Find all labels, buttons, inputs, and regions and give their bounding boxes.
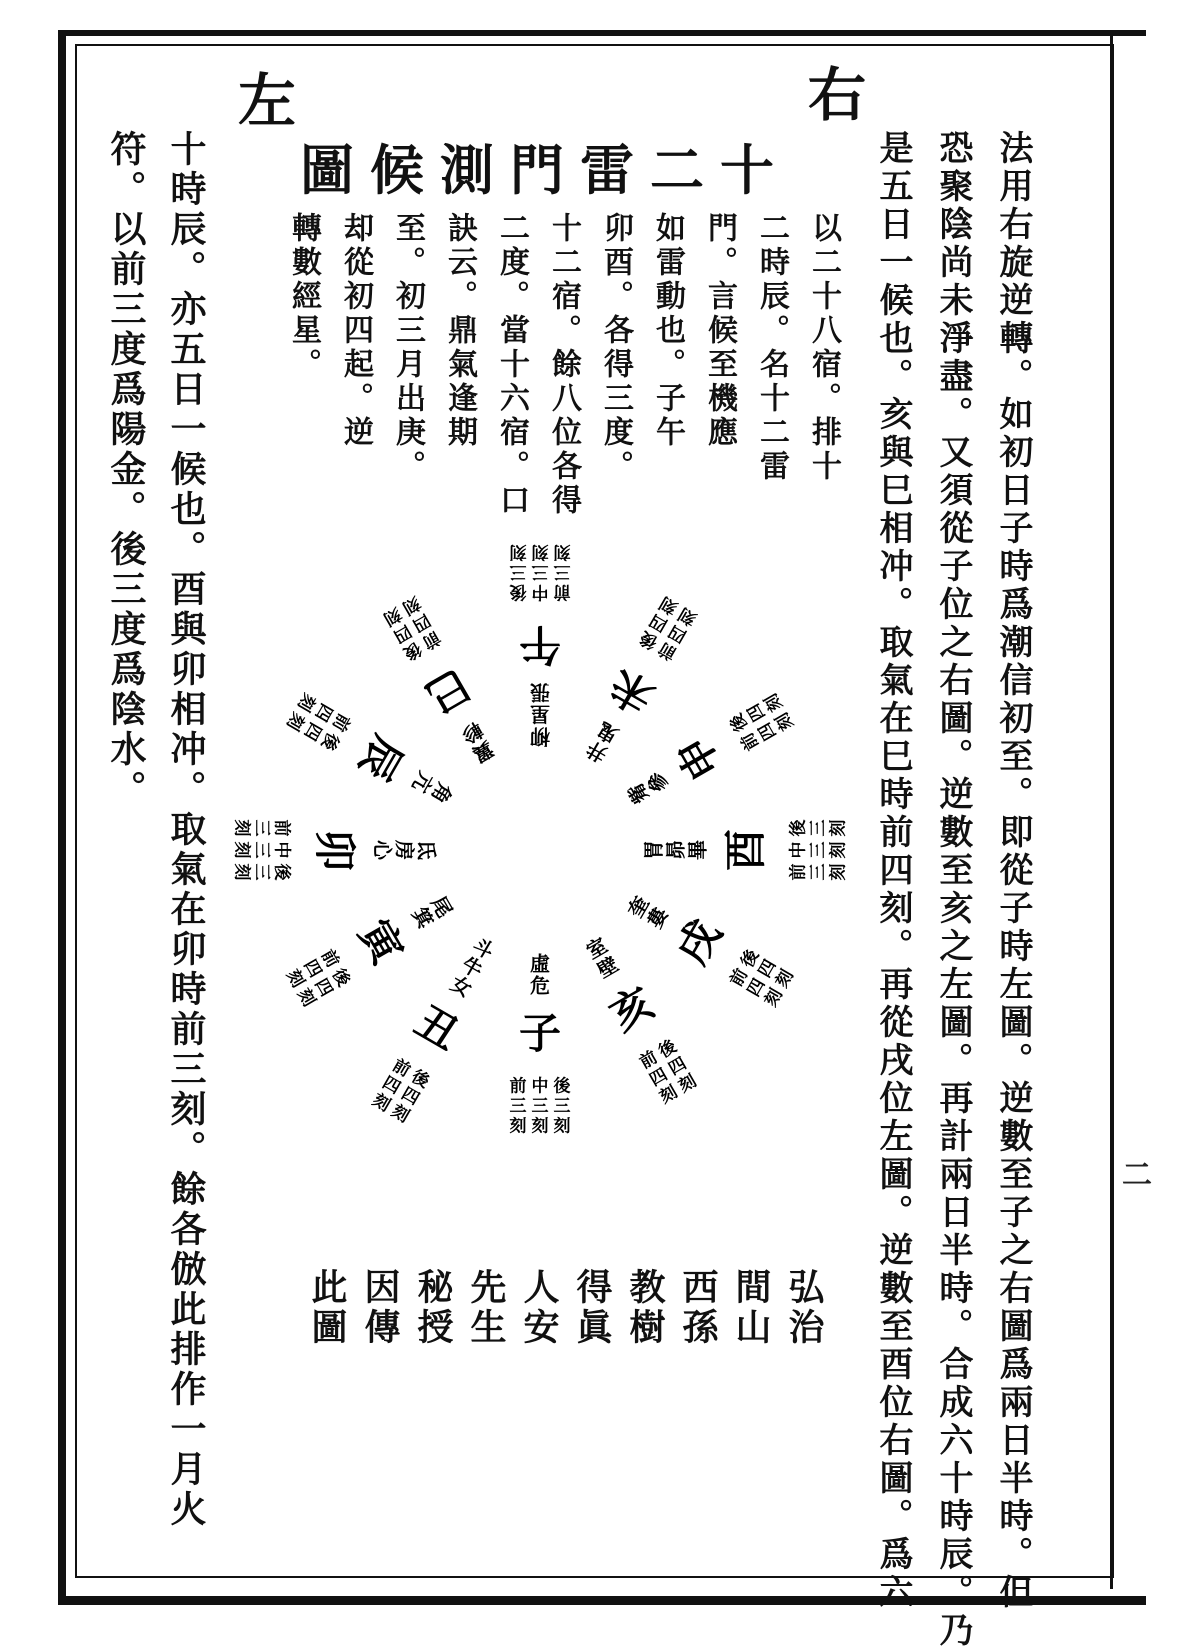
wheel-time-label-char: 前 — [788, 863, 809, 881]
wheel-time-label-char: 前 — [327, 709, 354, 735]
wheel-mansion-char: 昴 — [663, 840, 688, 860]
wheel-time-label-char: 刻 — [231, 841, 252, 859]
wheel-time-label-char: 前 — [636, 1047, 662, 1074]
wheel-time-label-char: 四 — [299, 956, 326, 982]
wheel-mansion-char: 星 — [530, 702, 550, 727]
wheel-time-label-char: 四 — [743, 975, 770, 1001]
colophon-col-3: 西孫 — [677, 1268, 719, 1348]
wheel-time-label-char: 前 — [418, 626, 444, 653]
colophon-col-5: 得眞 — [571, 1268, 613, 1348]
colophon-col-6: 人安 — [518, 1268, 560, 1348]
wheel-time-label-char: 刻 — [231, 819, 252, 837]
wheel-branch: 午 — [518, 620, 562, 669]
wheel-time-label-char: 刻 — [772, 966, 798, 992]
wheel-branch: 戌 — [667, 911, 731, 973]
wheel-time-label-char: 刻 — [553, 1116, 571, 1137]
center-text-col-8: 訣云。鼎氣逢期 — [442, 212, 477, 450]
spine-page-mark: 二 — [1122, 1158, 1152, 1193]
wheel-time-label-char: 三 — [553, 1096, 571, 1117]
wheel-time-label-char: 四 — [743, 699, 770, 725]
wheel-mansion-char: 房 — [392, 840, 417, 860]
wheel-time-label-char: 刻 — [531, 541, 549, 562]
wheel-time-label-char: 前 — [509, 1076, 527, 1097]
wheel-mansion-char: 參 — [641, 767, 673, 797]
center-text-col-9: 至。初三月出庚。 — [390, 212, 425, 484]
wheel-time-label-char: 三 — [553, 561, 571, 582]
wheel-time-label-char: 四 — [665, 620, 691, 647]
wheel-time-label-char: 刻 — [656, 592, 682, 618]
wheel-time-label-char: 三 — [808, 863, 829, 881]
colophon-col-4: 教樹 — [624, 1268, 666, 1348]
wheel-time-label-char: 四 — [408, 609, 434, 636]
wheel-branch: 巳 — [417, 659, 479, 723]
wheel-time-label-char: 三 — [251, 819, 272, 837]
wheel-branch: 卯 — [310, 828, 359, 872]
wheel-time-label-char: 四 — [754, 718, 781, 744]
wheel-mansion-char: 危 — [530, 973, 550, 998]
wheel-time-label-char: 後 — [788, 819, 809, 837]
wheel-time-label-char: 後 — [737, 946, 764, 972]
wheel-time-label-char: 四 — [310, 975, 337, 1001]
wheel-time-label-char: 三 — [251, 841, 272, 859]
wheel-mansion-char: 張 — [530, 680, 550, 705]
wheel-time-label-char: 前 — [271, 819, 292, 837]
wheel-time-label-char: 中 — [788, 841, 809, 859]
wheel-time-label-char: 刻 — [828, 863, 849, 881]
wheel-time-label-char: 四 — [665, 1053, 691, 1080]
wheel-time-label-char: 中 — [531, 581, 549, 602]
wheel-time-label-char: 刻 — [509, 541, 527, 562]
wheel-branch: 申 — [667, 727, 731, 789]
wheel-time-label-char: 刻 — [772, 708, 798, 734]
colophon-col-2: 間山 — [730, 1268, 772, 1348]
wheel-mansion-char: 壁 — [593, 951, 623, 983]
wheel-time-label-char: 刻 — [231, 863, 252, 881]
wheel-mansion-char: 翼 — [468, 736, 498, 768]
wheel-time-label-char: 四 — [299, 718, 326, 744]
wheel-time-label-char: 中 — [531, 1076, 549, 1097]
wheel-time-label-char: 刻 — [293, 689, 319, 715]
wheel-time-label-char: 四 — [646, 1064, 672, 1091]
wheel-time-label-char: 四 — [397, 1083, 423, 1110]
center-text-col-4: 如雷動也。子午 — [650, 212, 685, 450]
left-text-col-1: 十時辰。亦五日一候也。酉與卯相冲。取氣在卯時前三刻。餘各倣此排作一月火 — [165, 130, 207, 1530]
wheel-mansion-char: 亢 — [407, 767, 439, 797]
wheel-mansion-char: 奎 — [622, 892, 654, 922]
wheel-time-label-char: 前 — [655, 637, 681, 664]
wheel-time-label-char: 前 — [726, 965, 753, 991]
colophon-col-10: 此圖 — [306, 1268, 348, 1348]
wheel-time-label-char: 前 — [737, 728, 764, 754]
right-text-col-1: 法用右旋逆轉。如初日子時爲潮信初至。即從子時左圖。逆數至子之右圖爲兩日半時。但 — [993, 130, 1033, 1612]
center-text-col-1: 以二十八宿。排十 — [806, 212, 841, 484]
left-text-col-2: 符。以前三度爲陽金。後三度爲陰水。 — [105, 130, 147, 810]
colophon-col-1: 弘治 — [783, 1268, 825, 1348]
wheel-mansion-char: 尾 — [426, 892, 458, 922]
right-text-col-3: 是五日一候也。亥與巳相冲。取氣在巳時前四刻。再從戌位左圖。逆數至酉位右圖。爲六 — [873, 130, 913, 1612]
wheel-mansion-char: 婁 — [641, 903, 673, 933]
thunder-gate-wheel — [220, 530, 860, 1170]
wheel-time-label-char: 後 — [636, 626, 662, 653]
center-text-col-5: 卯酉。各得三度。 — [598, 212, 633, 484]
wheel-mansion-char: 斗 — [468, 932, 498, 964]
wheel-time-label-char: 刻 — [828, 819, 849, 837]
wheel-mansion-char: 牛 — [457, 951, 487, 983]
wheel-time-label-char: 四 — [754, 956, 781, 982]
wheel-time-label-char: 前 — [553, 581, 571, 602]
wheel-time-label-char: 刻 — [387, 1101, 413, 1127]
wheel-time-label-char: 後 — [553, 1076, 571, 1097]
wheel-time-label-char: 四 — [378, 1072, 404, 1099]
wheel-time-label-char: 三 — [531, 561, 549, 582]
wheel-time-label-char: 刻 — [761, 985, 787, 1011]
center-text-col-10: 却從初四起。逆 — [338, 212, 373, 450]
wheel-branch: 酉 — [721, 828, 770, 872]
wheel-time-label-char: 四 — [389, 620, 415, 647]
wheel-mansion-char: 畢 — [685, 840, 710, 860]
wheel-time-label-char: 刻 — [553, 541, 571, 562]
wheel-time-label-char: 四 — [646, 609, 672, 636]
wheel-time-label-char: 三 — [251, 863, 272, 881]
wheel-branch: 寅 — [349, 911, 413, 973]
wheel-mansion-char: 柳 — [530, 724, 550, 749]
wheel-mansion-char: 觜 — [622, 778, 654, 808]
wheel-time-label-char: 刻 — [368, 1090, 394, 1116]
book-spine — [1110, 34, 1149, 1589]
wheel-time-label-char: 刻 — [828, 841, 849, 859]
wheel-branch: 辰 — [349, 727, 413, 789]
wheel-mansion-char: 井 — [582, 736, 612, 768]
wheel-time-label-char: 四 — [310, 699, 337, 725]
wheel-time-label-char: 後 — [316, 728, 343, 754]
wheel-time-label-char: 刻 — [656, 1082, 682, 1108]
wheel-mansion-char: 胃 — [641, 840, 666, 860]
wheel-time-label-char: 中 — [271, 841, 292, 859]
wheel-time-label-char: 刻 — [675, 603, 701, 629]
wheel-mansion-char: 箕 — [407, 903, 439, 933]
wheel-time-label-char: 三 — [808, 819, 829, 837]
wheel-time-label-char: 後 — [407, 1066, 433, 1093]
wheel-time-label-char: 三 — [509, 1096, 527, 1117]
wheel-time-label-char: 刻 — [398, 592, 424, 618]
wheel-time-label-char: 刻 — [293, 985, 319, 1011]
right-text-col-2: 恐聚陰尚未淨盡。又須從子位之右圖。逆數至亥之左圖。再計兩日半時。合成六十時辰。乃 — [933, 130, 973, 1650]
wheel-time-label-char: 前 — [388, 1055, 414, 1082]
wheel-time-label-char: 三 — [808, 841, 829, 859]
wheel-branch: 子 — [518, 1009, 562, 1058]
wheel-time-label-char: 刻 — [282, 966, 308, 992]
wheel-time-label-char: 後 — [509, 581, 527, 602]
wheel-time-label-char: 刻 — [509, 1116, 527, 1137]
wheel-time-label-char: 後 — [327, 965, 354, 991]
colophon-col-7: 先生 — [465, 1268, 507, 1348]
wheel-time-label-char: 刻 — [531, 1116, 549, 1137]
wheel-branch: 亥 — [601, 977, 663, 1041]
page-title: 十二雷門測候圖 — [300, 138, 790, 202]
colophon-col-9: 因傳 — [359, 1268, 401, 1348]
center-text-col-3: 門。言候至機應 — [702, 212, 737, 450]
wheel-branch: 丑 — [406, 996, 468, 1060]
wheel-time-label-char: 後 — [271, 863, 292, 881]
colophon-col-8: 秘授 — [412, 1268, 454, 1348]
center-text-col-7: 二度。當十六宿。口 — [494, 212, 529, 518]
wheel-mansion-char: 虛 — [530, 951, 550, 976]
wheel-time-label-char: 刻 — [282, 708, 308, 734]
left-label: 左 — [238, 67, 297, 135]
wheel-time-label-char: 三 — [531, 1096, 549, 1117]
right-label: 右 — [808, 61, 867, 129]
wheel-time-label-char: 前 — [316, 946, 343, 972]
wheel-time-label-char: 後 — [399, 637, 425, 664]
wheel-time-label-char: 刻 — [379, 603, 405, 629]
wheel-time-label-char: 三 — [509, 561, 527, 582]
wheel-time-label-char: 刻 — [675, 1071, 701, 1097]
wheel-time-label-char: 後 — [655, 1036, 681, 1063]
wheel-mansion-char: 心 — [370, 840, 395, 860]
wheel-branch: 未 — [601, 659, 663, 723]
wheel-mansion-char: 氐 — [414, 840, 439, 860]
center-text-col-2: 二時辰。名十二雷 — [754, 212, 789, 484]
wheel-mansion-char: 軫 — [457, 717, 487, 749]
wheel-time-label-char: 刻 — [761, 689, 787, 715]
wheel-mansion-char: 角 — [426, 778, 458, 808]
wheel-time-label-char: 後 — [726, 709, 753, 735]
wheel-mansion-char: 室 — [582, 932, 612, 964]
center-text-col-6: 十二宿。餘八位各得 — [546, 212, 581, 518]
wheel-center-circle — [440, 750, 640, 950]
wheel-mansion-char: 女 — [446, 971, 476, 1002]
center-text-col-11: 轉數經星。 — [286, 212, 321, 382]
wheel-mansion-char: 鬼 — [593, 717, 623, 749]
